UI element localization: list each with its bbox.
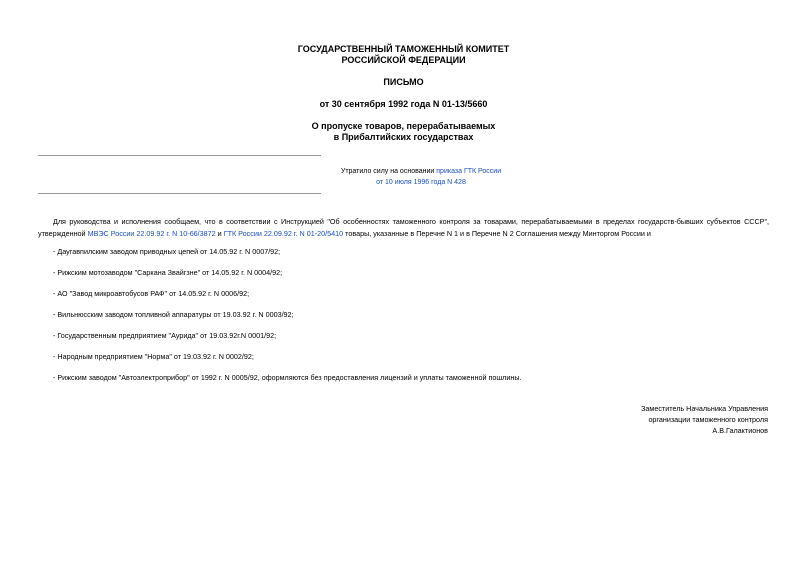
document-header <box>0 44 807 143</box>
list-item: - АО "Завод микроавтобусов РАФ" от 14.05.92 г. N 0006/92; <box>53 289 250 298</box>
status-prefix: Утратило силу на основании <box>340 168 435 175</box>
signatory-position-2: организации таможенного контроля <box>648 415 768 424</box>
list-item: - Государственным предприятием "Аурида" от 19.03.92г.N 0001/92; <box>53 331 277 340</box>
signatory-name: А.В.Галактионов <box>712 426 768 435</box>
divider-top <box>38 155 321 156</box>
status-note <box>321 166 521 188</box>
mves-order-link[interactable]: МВЭС России 22.09.92 г. N 10-66/3872 <box>87 229 216 238</box>
repeal-order-date-link[interactable]: от 10 июля 1996 года N 428 <box>376 179 466 186</box>
signatory-position-1: Заместитель Начальника Управления <box>641 404 768 413</box>
intro-paragraph: Для руководства и исполнения сообщаем, что в соответствии с Инструкцией "Об особенностях таможенного контроля за товарами, перерабатываемыми в пределах государств-бывших субъектов СССР", утвержденной МВЭС России 22.09.92 г. N 10-66/3872 и ГТК России 22.09.92 г. N 01-20/5410 товары, указанные в Перечне N 1 и в Перечне N 2 Соглашения между Минторгом России и <box>38 217 769 238</box>
document-type: ПИСЬМО <box>383 77 424 87</box>
list-item: - Рижским заводом "Автоэлектроприбор" от 1992 г. N 0005/92, оформляются без предоставления лицензий и уплаты таможенной пошлины. <box>53 373 522 382</box>
repeal-order-link[interactable]: приказа ГТК России <box>436 168 502 175</box>
document-body <box>38 216 769 240</box>
list-item: - Народным предприятием "Норма" от 19.03.92 г. N 0002/92; <box>53 352 254 361</box>
issuer-line-2: РОССИЙСКОЙ ФЕДЕРАЦИИ <box>341 55 466 65</box>
signature-block <box>641 403 768 436</box>
document-subject-line-1: О пропуске товаров, перерабатываемых <box>311 121 496 131</box>
list-item: - Рижским мотозаводом "Саркана Звайгзне" от 14.05.92 г. N 0004/92; <box>53 268 283 277</box>
document-date-number: от 30 сентября 1992 года N 01-13/5660 <box>319 99 488 109</box>
document-subject-line-2: в Прибалтийских государствах <box>333 132 474 142</box>
list-item: - Даугавпилским заводом приводных цепей от 14.05.92 г. N 0007/92; <box>53 247 281 256</box>
gtk-order-link[interactable]: ГТК России 22.09.92 г. N 01-20/5410 <box>223 229 344 238</box>
issuer-line-1: ГОСУДАРСТВЕННЫЙ ТАМОЖЕННЫЙ КОМИТЕТ <box>297 44 510 54</box>
divider-bottom <box>38 193 321 194</box>
list-item: - Вильнюсским заводом топливной аппаратуры от 19.03.92 г. N 0003/92; <box>53 310 294 319</box>
